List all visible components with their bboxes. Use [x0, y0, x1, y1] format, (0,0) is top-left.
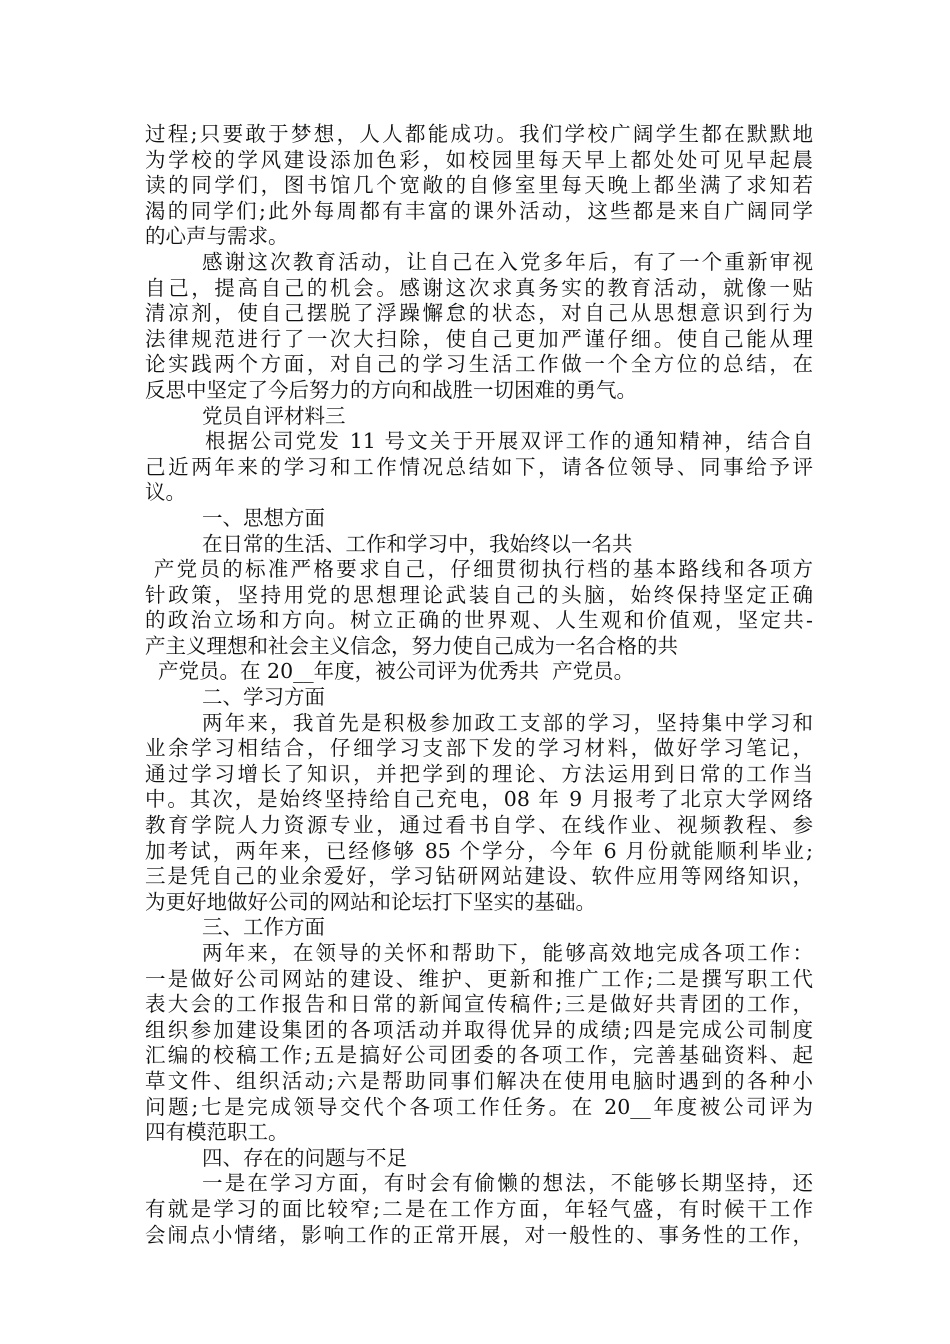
document-page — [145, 122, 813, 1248]
text-line: 产党员。在 20__年度，被公司评为优秀共 产党员。 — [145, 659, 635, 684]
text-line: 渴的同学们;此外每周都有丰富的课外活动，这些都是来自广阔同学 — [145, 198, 813, 223]
section-heading — [145, 1146, 813, 1172]
heading-line: 三、工作方面 — [202, 915, 325, 940]
text-line: 自己，提高自己的机会。感谢这次求真务实的教育活动，就像一贴 — [145, 275, 813, 300]
text-line: 会闹点小情绪，影响工作的正常开展，对一般性的、事务性的工作， — [145, 1222, 813, 1247]
text-line: 一是做好公司网站的建设、维护、更新和推广工作;二是撰写职工代 — [145, 966, 813, 991]
text-line: 在日常的生活、工作和学习中，我始终以一名共 — [202, 531, 633, 556]
section-heading — [145, 915, 813, 941]
paragraph — [145, 711, 813, 916]
text-line: 业余学习相结合，仔细学习支部下发的学习材料，做好学习笔记， — [145, 736, 813, 761]
text-line: 草文件、组织活动;六是帮助同事们解决在使用电脑时遇到的各种小 — [145, 1068, 813, 1093]
heading-line: 二、学习方面 — [202, 685, 325, 710]
text-line: 表大会的工作报告和日常的新闻宣传稿件;三是做好共青团的工作， — [145, 992, 813, 1017]
text-line: 中。其次，是始终坚持给自己充电，08 年 9 月报考了北京大学网络 — [145, 787, 813, 812]
text-line: 三是凭自己的业余爱好，学习钻研网站建设、软件应用等网络知识， — [145, 864, 813, 889]
text-line: 有就是学习的面比较窄;二是在工作方面，年轻气盛，有时候干工作 — [145, 1196, 813, 1221]
text-line: 一是在学习方面，有时会有偷懒的想法，不能够长期坚持，还 — [202, 1171, 813, 1196]
text-line: 的政治立场和方向。树立正确的世界观、人生观和价值观，坚定共- — [145, 608, 813, 633]
text-line: 针政策，坚持用党的思想理论武装自己的头脑，始终保持坚定正确 — [145, 582, 813, 607]
text-line: 反思中坚定了今后努力的方向和战胜一切困难的勇气。 — [145, 377, 637, 402]
text-line: 为更好地做好公司的网站和论坛打下坚实的基础。 — [145, 889, 596, 914]
section-title — [145, 404, 813, 430]
text-line: 产党员的标准严格要求自己，仔细贯彻执行档的基本路线和各项方 — [145, 557, 813, 582]
text-line: 根据公司党发 11 号文关于开展双评工作的通知精神，结合自 — [205, 429, 813, 454]
text-line: 法律规范进行了一次大扫除，使自己更加严谨仔细。使自己能从理 — [145, 326, 813, 351]
text-line: 四有模范职工。 — [145, 1120, 289, 1145]
paragraph — [145, 941, 813, 1146]
text-line: 过程;只要敢于梦想，人人都能成功。我们学校广阔学生都在默默地 — [145, 122, 813, 146]
text-line: 两年来，我首先是积极参加政工支部的学习，坚持集中学习和 — [202, 710, 813, 735]
text-line: 议。 — [145, 480, 186, 505]
text-line: 两年来，在领导的关怀和帮助下，能够高效地完成各项工作： — [202, 941, 813, 965]
heading-line: 一、思想方面 — [202, 505, 325, 530]
text-line: 感谢这次教育活动，让自己在入党多年后，有了一个重新审视 — [202, 249, 813, 274]
text-line: 组织参加建设集团的各项活动并取得优异的成绩;四是完成公司制度 — [145, 1017, 813, 1042]
text-line: 读的同学们，图书馆几个宽敞的自修室里每天晚上都坐满了求知若 — [145, 173, 813, 198]
text-line: 为学校的学风建设添加色彩，如校园里每天早上都处处可见早起晨 — [145, 147, 813, 172]
text-line: 己近两年来的学习和工作情况总结如下，请各位领导、同事给予评 — [145, 454, 813, 479]
text-line: 通过学习增长了知识，并把学到的理论、方法运用到日常的工作当 — [145, 761, 813, 786]
heading-line: 四、存在的问题与不足 — [202, 1145, 407, 1170]
text-line: 汇编的校稿工作;五是搞好公司团委的各项工作，完善基础资料、起 — [145, 1043, 813, 1068]
text-line: 问题;七是完成领导交代个各项工作任务。在 20__年度被公司评为 — [145, 1094, 813, 1119]
text-line: 的心声与需求。 — [145, 224, 289, 249]
paragraph — [145, 532, 813, 686]
paragraph — [145, 250, 813, 404]
text-line: 教育学院人力资源专业，通过看书自学、在线作业、视频教程、参 — [145, 813, 813, 838]
section-heading — [145, 506, 813, 532]
text-line: 产主义理想和社会主义信念，努力使自己成为一名合格的共 — [145, 633, 678, 658]
heading-line: 党员自评材料三 — [202, 403, 346, 428]
paragraph — [145, 429, 813, 506]
section-heading — [145, 685, 813, 711]
paragraph — [145, 122, 813, 250]
text-line: 清凉剂，使自己摆脱了浮躁懈怠的状态，对自己从思想意识到行为 — [145, 301, 813, 326]
paragraph — [145, 1171, 813, 1248]
text-line: 加考试，两年来，已经修够 85 个学分，今年 6 月份就能顺利毕业; — [145, 838, 813, 863]
text-line: 论实践两个方面，对自己的学习生活工作做一个全方位的总结，在 — [145, 352, 813, 377]
